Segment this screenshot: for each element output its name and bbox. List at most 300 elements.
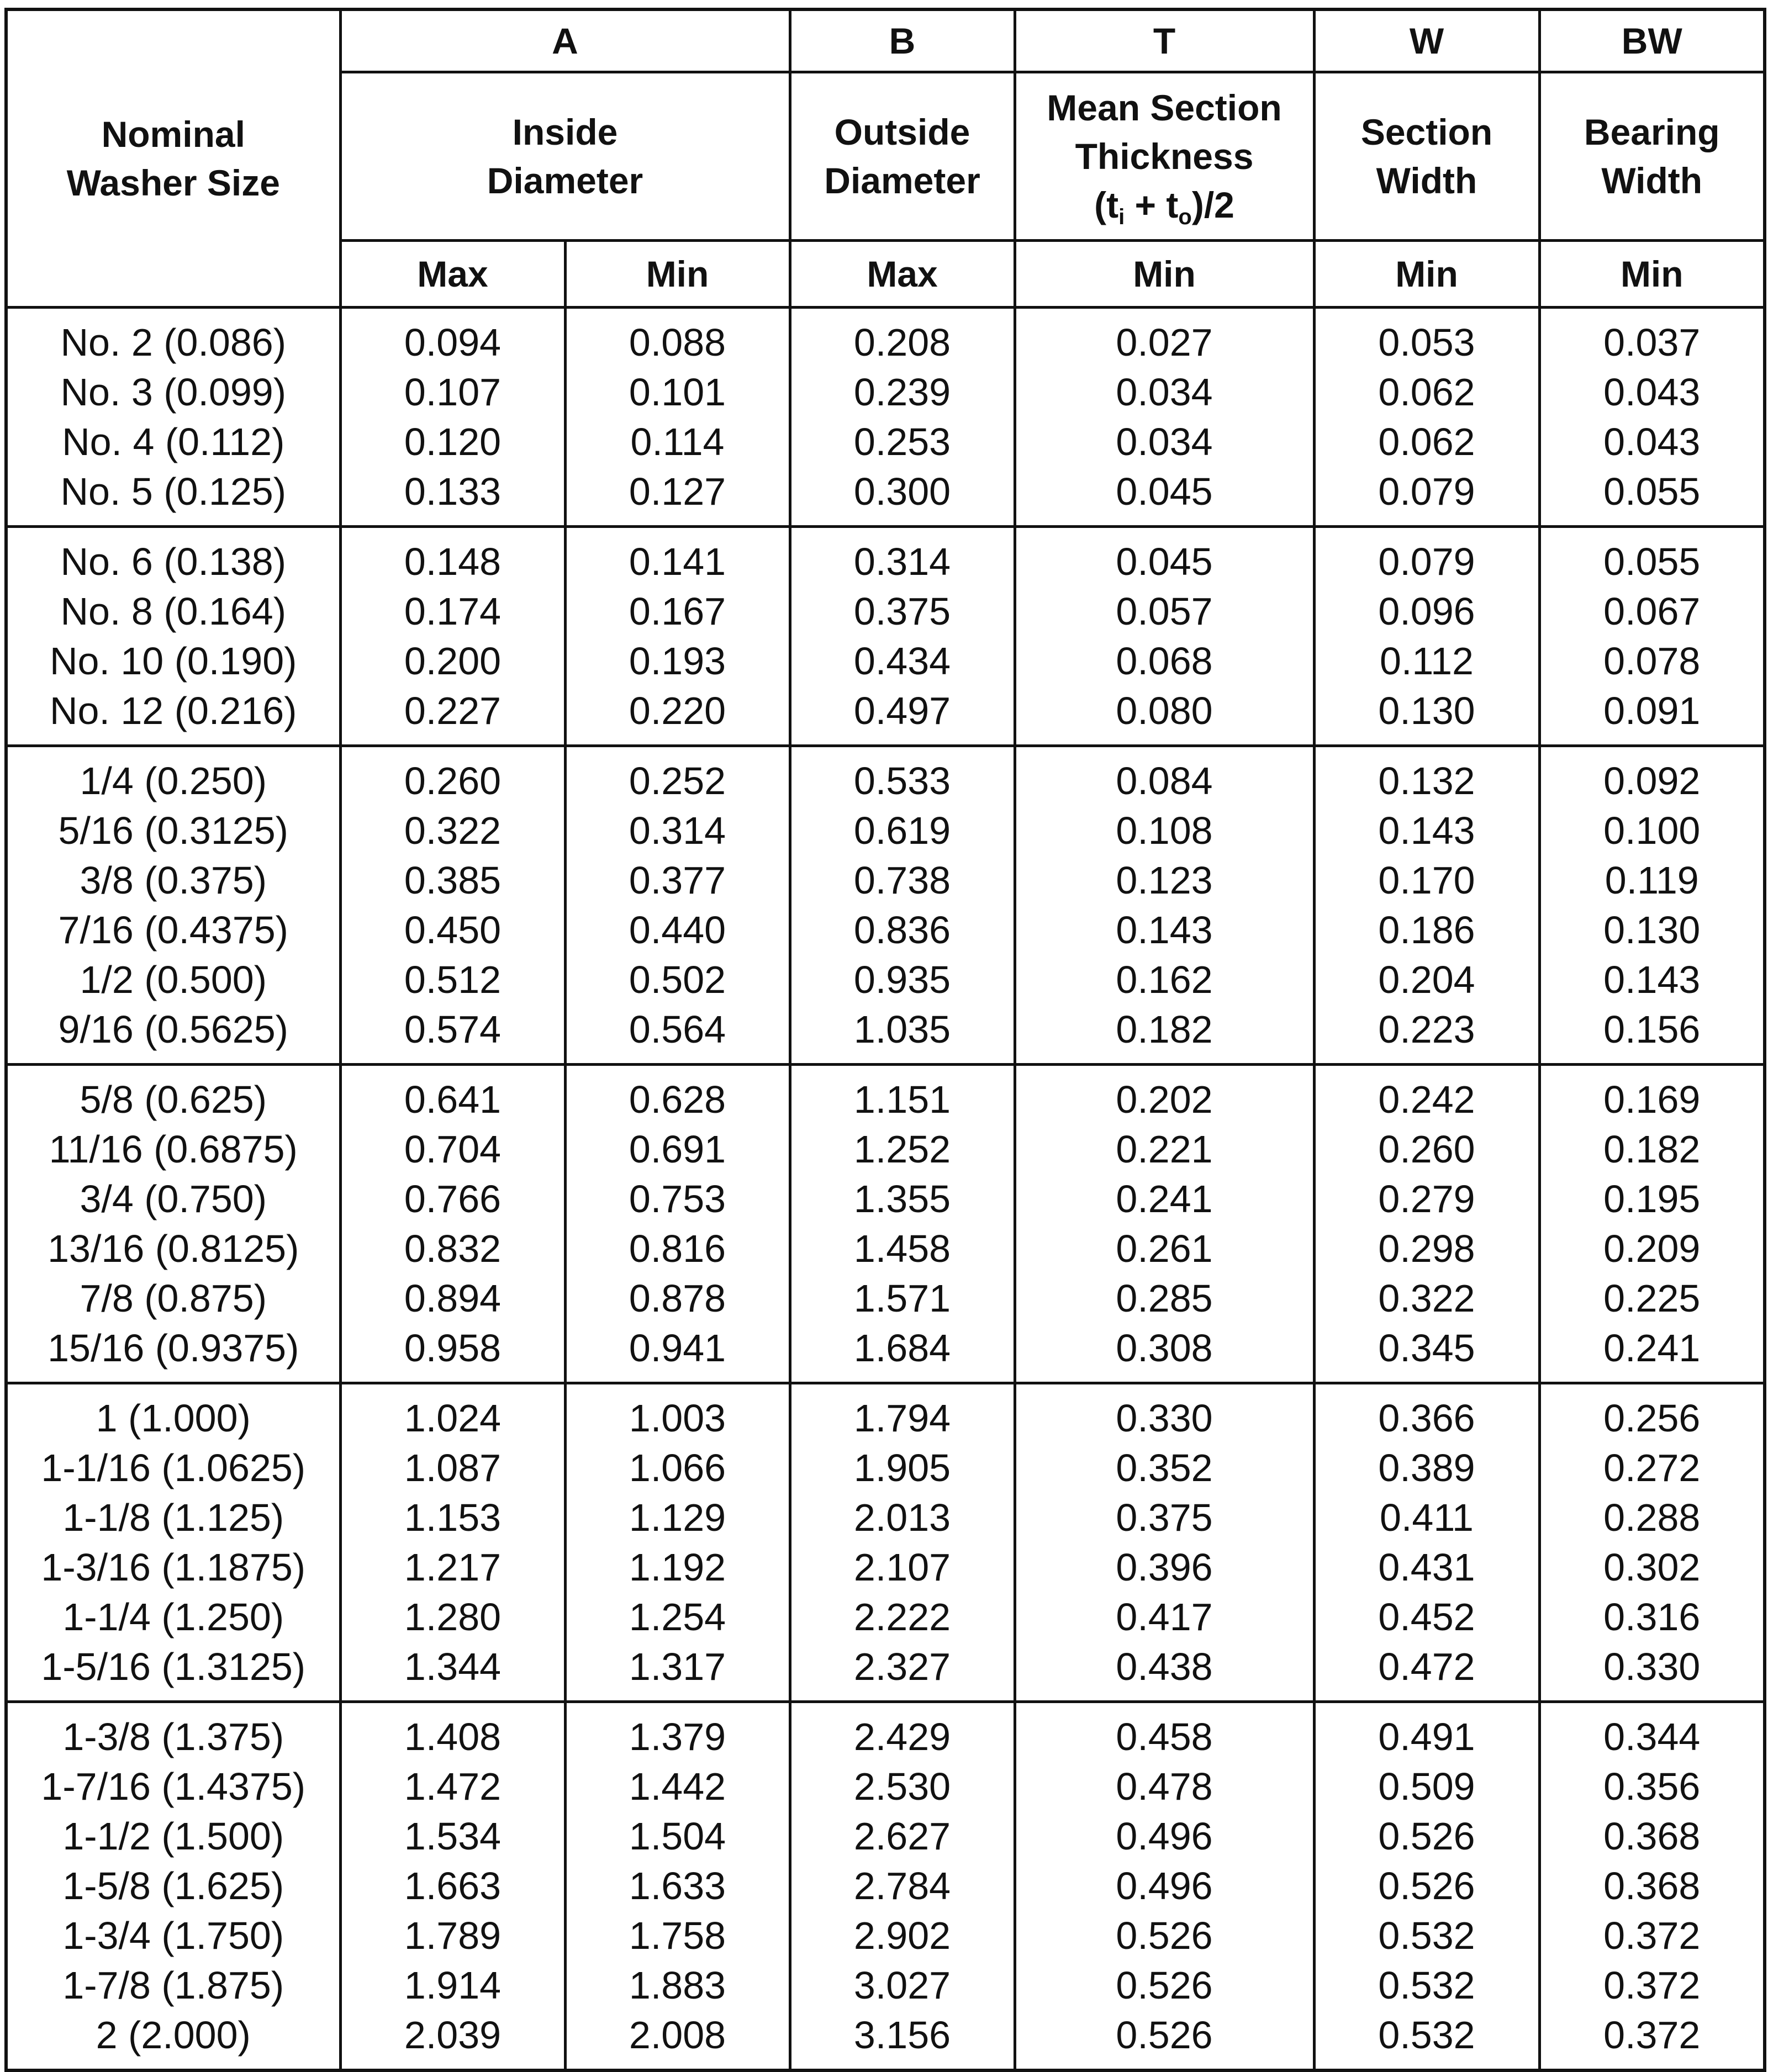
bearing-width-min-cell: 0.182 [1539, 1124, 1765, 1174]
nominal-size-cell: 1-1/4 (1.250) [6, 1592, 340, 1642]
outside-diameter-max-cell: 2.222 [790, 1592, 1015, 1642]
thickness-min-cell: 0.375 [1015, 1493, 1314, 1542]
inside-diameter-min-cell: 1.254 [565, 1592, 790, 1642]
thickness-min-cell: 0.285 [1015, 1273, 1314, 1323]
table-row [6, 806, 1765, 855]
bearing-width-min-cell: 0.344 [1539, 1702, 1765, 1762]
thickness-min-header: Min [1015, 241, 1314, 308]
nominal-size-cell: No. 8 (0.164) [6, 586, 340, 636]
section-width-min-cell: 0.472 [1314, 1642, 1539, 1702]
inside-diameter-max-cell: 1.789 [340, 1911, 565, 1960]
nominal-size-cell: 1/4 (0.250) [6, 746, 340, 806]
outside-diameter-line-2: Diameter [824, 160, 980, 201]
section-width-min-cell: 0.079 [1314, 527, 1539, 587]
section-width-min-cell: 0.132 [1314, 746, 1539, 806]
col-letter-w: W [1314, 9, 1539, 72]
thickness-min-cell: 0.261 [1015, 1224, 1314, 1273]
table-row [6, 1811, 1765, 1861]
col-letter-b: B [790, 9, 1015, 72]
inside-diameter-max-cell: 2.039 [340, 2010, 565, 2070]
bearing-width-min-cell: 0.356 [1539, 1762, 1765, 1811]
table-row [6, 1224, 1765, 1273]
nominal-size-cell: 3/8 (0.375) [6, 855, 340, 905]
bearing-width-min-cell: 0.100 [1539, 806, 1765, 855]
thickness-min-cell: 0.458 [1015, 1702, 1314, 1762]
thickness-min-cell: 0.438 [1015, 1642, 1314, 1702]
section-width-min-cell: 0.079 [1314, 467, 1539, 527]
table-row [6, 417, 1765, 467]
nominal-size-cell: 1-5/8 (1.625) [6, 1861, 340, 1911]
bearing-width-line-2: Width [1601, 160, 1703, 201]
header-row-letters [6, 9, 1765, 72]
section-width-line-2: Width [1376, 160, 1477, 201]
inside-diameter-min-cell: 1.883 [565, 1960, 790, 2010]
thickness-min-cell: 0.034 [1015, 417, 1314, 467]
thickness-min-cell: 0.308 [1015, 1323, 1314, 1383]
nominal-size-cell: 7/8 (0.875) [6, 1273, 340, 1323]
thickness-min-cell: 0.162 [1015, 955, 1314, 1005]
inside-diameter-min-cell: 0.088 [565, 308, 790, 368]
thickness-min-cell: 0.084 [1015, 746, 1314, 806]
inside-diameter-line-1: Inside [512, 112, 618, 152]
thickness-min-cell: 0.080 [1015, 686, 1314, 746]
outside-diameter-max-cell: 0.533 [790, 746, 1015, 806]
bearing-width-min-cell: 0.091 [1539, 686, 1765, 746]
washer-dimension-table [4, 8, 1766, 2072]
outside-diameter-max-cell: 1.794 [790, 1383, 1015, 1444]
col-letter-t: T [1015, 9, 1314, 72]
nominal-size-cell: No. 5 (0.125) [6, 467, 340, 527]
outside-diameter-max-cell: 0.935 [790, 955, 1015, 1005]
inside-diameter-max-cell: 0.133 [340, 467, 565, 527]
bearing-width-min-cell: 0.037 [1539, 308, 1765, 368]
thickness-min-cell: 0.496 [1015, 1811, 1314, 1861]
section-width-min-cell: 0.223 [1314, 1005, 1539, 1065]
bearing-width-min-cell: 0.368 [1539, 1811, 1765, 1861]
thickness-min-cell: 0.352 [1015, 1443, 1314, 1493]
inside-diameter-min-cell: 1.633 [565, 1861, 790, 1911]
section-width-min-cell: 0.298 [1314, 1224, 1539, 1273]
inside-diameter-min-cell: 1.442 [565, 1762, 790, 1811]
inside-diameter-max-cell: 1.344 [340, 1642, 565, 1702]
bearing-width-min-cell: 0.330 [1539, 1642, 1765, 1702]
inside-diameter-max-cell: 0.174 [340, 586, 565, 636]
inside-diameter-max-cell: 0.107 [340, 367, 565, 417]
thickness-min-cell: 0.027 [1015, 308, 1314, 368]
section-width-min-cell: 0.509 [1314, 1762, 1539, 1811]
table-row [6, 1960, 1765, 2010]
inside-diameter-min-cell: 0.628 [565, 1065, 790, 1125]
table-header [6, 9, 1765, 308]
outside-diameter-max-cell: 0.375 [790, 586, 1015, 636]
inside-diameter-min-cell: 1.192 [565, 1542, 790, 1592]
inside-diameter-max-cell: 0.766 [340, 1174, 565, 1224]
bearing-width-min-cell: 0.225 [1539, 1273, 1765, 1323]
outside-diameter-max-cell: 2.627 [790, 1811, 1015, 1861]
inside-diameter-min-cell: 0.941 [565, 1323, 790, 1383]
row-group [6, 527, 1765, 746]
inside-diameter-min-cell: 0.753 [565, 1174, 790, 1224]
inside-diameter-max-cell: 0.260 [340, 746, 565, 806]
bearing-width-min-cell: 0.209 [1539, 1224, 1765, 1273]
inside-diameter-max-cell: 0.958 [340, 1323, 565, 1383]
inside-diameter-min-cell: 0.314 [565, 806, 790, 855]
bearing-width-min-cell: 0.195 [1539, 1174, 1765, 1224]
bearing-width-min-cell: 0.092 [1539, 746, 1765, 806]
section-width-min-cell: 0.366 [1314, 1383, 1539, 1444]
inside-diameter-max-cell: 0.450 [340, 905, 565, 955]
inside-diameter-max-cell: 1.087 [340, 1443, 565, 1493]
nominal-size-cell: No. 6 (0.138) [6, 527, 340, 587]
table-row [6, 308, 1765, 368]
row-group [6, 308, 1765, 527]
inside-diameter-max-cell: 0.512 [340, 955, 565, 1005]
row-group [6, 1065, 1765, 1383]
section-width-min-cell: 0.112 [1314, 636, 1539, 686]
inside-diameter-min-cell: 1.003 [565, 1383, 790, 1444]
outside-diameter-max-cell: 3.027 [790, 1960, 1015, 2010]
bearing-width-min-cell: 0.043 [1539, 417, 1765, 467]
thickness-min-cell: 0.496 [1015, 1861, 1314, 1911]
inside-diameter-min-cell: 1.379 [565, 1702, 790, 1762]
outside-diameter-max-cell: 0.836 [790, 905, 1015, 955]
inside-diameter-min-cell: 0.816 [565, 1224, 790, 1273]
section-width-min-cell: 0.062 [1314, 367, 1539, 417]
outside-diameter-max-cell: 1.458 [790, 1224, 1015, 1273]
table-row [6, 905, 1765, 955]
thickness-min-cell: 0.396 [1015, 1542, 1314, 1592]
table-row [6, 955, 1765, 1005]
bearing-width-min-cell: 0.055 [1539, 467, 1765, 527]
outside-diameter-max-cell: 1.151 [790, 1065, 1015, 1125]
table-row [6, 1273, 1765, 1323]
nominal-size-cell: 11/16 (0.6875) [6, 1124, 340, 1174]
nominal-size-cell: 9/16 (0.5625) [6, 1005, 340, 1065]
inside-diameter-min-cell: 2.008 [565, 2010, 790, 2070]
inside-diameter-min-cell: 0.691 [565, 1124, 790, 1174]
thickness-min-cell: 0.143 [1015, 905, 1314, 955]
outside-diameter-max-cell: 2.013 [790, 1493, 1015, 1542]
table-row [6, 1174, 1765, 1224]
outside-diameter-max-cell: 1.355 [790, 1174, 1015, 1224]
thickness-min-cell: 0.526 [1015, 1960, 1314, 2010]
inside-diameter-min-header: Min [565, 241, 790, 308]
nominal-size-cell: No. 3 (0.099) [6, 367, 340, 417]
mean-section-line-2: Thickness [1075, 136, 1254, 177]
bearing-width-min-cell: 0.372 [1539, 1960, 1765, 2010]
section-width-min-cell: 0.130 [1314, 686, 1539, 746]
section-width-min-cell: 0.279 [1314, 1174, 1539, 1224]
section-width-min-header: Min [1314, 241, 1539, 308]
table-row [6, 686, 1765, 746]
bearing-width-min-cell: 0.119 [1539, 855, 1765, 905]
section-width-min-cell: 0.170 [1314, 855, 1539, 905]
bearing-width-min-cell: 0.241 [1539, 1323, 1765, 1383]
formula-sub-o: o [1178, 205, 1192, 229]
table-row [6, 1861, 1765, 1911]
mean-section-thickness-header [1015, 72, 1314, 241]
outside-diameter-max-cell: 1.252 [790, 1124, 1015, 1174]
inside-diameter-max-cell: 1.472 [340, 1762, 565, 1811]
table-row [6, 1493, 1765, 1542]
inside-diameter-max-cell: 0.148 [340, 527, 565, 587]
inside-diameter-min-cell: 1.066 [565, 1443, 790, 1493]
bearing-width-min-cell: 0.169 [1539, 1065, 1765, 1125]
inside-diameter-header [340, 72, 790, 241]
mean-section-line-1: Mean Section [1047, 87, 1282, 128]
thickness-min-cell: 0.526 [1015, 1911, 1314, 1960]
table-row [6, 2010, 1765, 2070]
bearing-width-min-header: Min [1539, 241, 1765, 308]
section-width-min-cell: 0.526 [1314, 1811, 1539, 1861]
inside-diameter-max-cell: 0.641 [340, 1065, 565, 1125]
inside-diameter-min-cell: 1.317 [565, 1642, 790, 1702]
inside-diameter-min-cell: 1.504 [565, 1811, 790, 1861]
thickness-min-cell: 0.330 [1015, 1383, 1314, 1444]
nominal-size-cell: 1 (1.000) [6, 1383, 340, 1444]
inside-diameter-min-cell: 0.377 [565, 855, 790, 905]
section-width-min-cell: 0.532 [1314, 1911, 1539, 1960]
thickness-min-cell: 0.045 [1015, 527, 1314, 587]
outside-diameter-max-cell: 1.571 [790, 1273, 1015, 1323]
inside-diameter-max-cell: 1.217 [340, 1542, 565, 1592]
thickness-min-cell: 0.478 [1015, 1762, 1314, 1811]
inside-diameter-min-cell: 1.129 [565, 1493, 790, 1542]
inside-diameter-min-cell: 0.167 [565, 586, 790, 636]
section-width-min-cell: 0.096 [1314, 586, 1539, 636]
thickness-min-cell: 0.182 [1015, 1005, 1314, 1065]
outside-diameter-max-header: Max [790, 241, 1015, 308]
bearing-width-header [1539, 72, 1765, 241]
inside-diameter-line-2: Diameter [487, 160, 643, 201]
bearing-width-line-1: Bearing [1584, 112, 1720, 152]
nominal-size-cell: 1-5/16 (1.3125) [6, 1642, 340, 1702]
nominal-size-cell: No. 4 (0.112) [6, 417, 340, 467]
inside-diameter-max-cell: 0.704 [340, 1124, 565, 1174]
thickness-min-cell: 0.221 [1015, 1124, 1314, 1174]
mean-thickness-formula [1094, 184, 1234, 229]
table-row [6, 367, 1765, 417]
thickness-min-cell: 0.202 [1015, 1065, 1314, 1125]
table-row [6, 1642, 1765, 1702]
nominal-size-cell: 1-3/8 (1.375) [6, 1702, 340, 1762]
section-width-min-cell: 0.491 [1314, 1702, 1539, 1762]
inside-diameter-max-cell: 0.094 [340, 308, 565, 368]
inside-diameter-min-cell: 0.141 [565, 527, 790, 587]
section-width-line-1: Section [1360, 112, 1493, 152]
bearing-width-min-cell: 0.288 [1539, 1493, 1765, 1542]
bearing-width-min-cell: 0.368 [1539, 1861, 1765, 1911]
nominal-size-cell: 3/4 (0.750) [6, 1174, 340, 1224]
nominal-line-2: Washer Size [66, 162, 280, 203]
inside-diameter-max-cell: 1.280 [340, 1592, 565, 1642]
bearing-width-min-cell: 0.130 [1539, 905, 1765, 955]
inside-diameter-max-cell: 0.385 [340, 855, 565, 905]
inside-diameter-min-cell: 0.564 [565, 1005, 790, 1065]
formula-sub-i: i [1118, 205, 1125, 229]
inside-diameter-max-cell: 1.408 [340, 1702, 565, 1762]
thickness-min-cell: 0.034 [1015, 367, 1314, 417]
section-width-min-cell: 0.526 [1314, 1861, 1539, 1911]
table-row [6, 1065, 1765, 1125]
outside-diameter-max-cell: 2.429 [790, 1702, 1015, 1762]
section-width-min-cell: 0.452 [1314, 1592, 1539, 1642]
outside-diameter-header [790, 72, 1015, 241]
section-width-min-cell: 0.532 [1314, 1960, 1539, 2010]
thickness-min-cell: 0.068 [1015, 636, 1314, 686]
outside-diameter-max-cell: 0.619 [790, 806, 1015, 855]
inside-diameter-min-cell: 0.193 [565, 636, 790, 686]
thickness-min-cell: 0.526 [1015, 2010, 1314, 2070]
nominal-washer-size-header [6, 9, 340, 308]
nominal-size-cell: 1-7/16 (1.4375) [6, 1762, 340, 1811]
col-letter-a: A [340, 9, 790, 72]
row-group [6, 1702, 1765, 2071]
outside-diameter-max-cell: 1.684 [790, 1323, 1015, 1383]
nominal-size-cell: 7/16 (0.4375) [6, 905, 340, 955]
nominal-size-cell: No. 12 (0.216) [6, 686, 340, 746]
nominal-size-cell: 15/16 (0.9375) [6, 1323, 340, 1383]
col-letter-bw: BW [1539, 9, 1765, 72]
table-row [6, 1323, 1765, 1383]
inside-diameter-max-header: Max [340, 241, 565, 308]
table-row [6, 1592, 1765, 1642]
outside-diameter-max-cell: 0.314 [790, 527, 1015, 587]
formula-open: (t [1094, 184, 1119, 225]
thickness-min-cell: 0.045 [1015, 467, 1314, 527]
thickness-min-cell: 0.057 [1015, 586, 1314, 636]
bearing-width-min-cell: 0.372 [1539, 1911, 1765, 1960]
inside-diameter-max-cell: 0.574 [340, 1005, 565, 1065]
inside-diameter-max-cell: 0.200 [340, 636, 565, 686]
inside-diameter-min-cell: 0.220 [565, 686, 790, 746]
outside-diameter-max-cell: 0.434 [790, 636, 1015, 686]
table-row [6, 1124, 1765, 1174]
bearing-width-min-cell: 0.067 [1539, 586, 1765, 636]
outside-diameter-max-cell: 0.497 [790, 686, 1015, 746]
inside-diameter-max-cell: 1.663 [340, 1861, 565, 1911]
table-row [6, 746, 1765, 806]
section-width-min-cell: 0.411 [1314, 1493, 1539, 1542]
row-group [6, 746, 1765, 1065]
outside-diameter-max-cell: 0.253 [790, 417, 1015, 467]
outside-diameter-max-cell: 2.107 [790, 1542, 1015, 1592]
table-row [6, 1762, 1765, 1811]
section-width-min-cell: 0.242 [1314, 1065, 1539, 1125]
inside-diameter-max-cell: 0.894 [340, 1273, 565, 1323]
nominal-size-cell: 1-3/4 (1.750) [6, 1911, 340, 1960]
inside-diameter-max-cell: 0.120 [340, 417, 565, 467]
section-width-min-cell: 0.053 [1314, 308, 1539, 368]
section-width-min-cell: 0.431 [1314, 1542, 1539, 1592]
inside-diameter-max-cell: 0.322 [340, 806, 565, 855]
section-width-min-cell: 0.260 [1314, 1124, 1539, 1174]
bearing-width-min-cell: 0.372 [1539, 2010, 1765, 2070]
outside-diameter-max-cell: 1.035 [790, 1005, 1015, 1065]
formula-plus: + t [1125, 184, 1179, 225]
thickness-min-cell: 0.417 [1015, 1592, 1314, 1642]
thickness-min-cell: 0.241 [1015, 1174, 1314, 1224]
inside-diameter-min-cell: 0.252 [565, 746, 790, 806]
table-row [6, 1702, 1765, 1762]
section-width-min-cell: 0.143 [1314, 806, 1539, 855]
bearing-width-min-cell: 0.143 [1539, 955, 1765, 1005]
outside-diameter-max-cell: 2.327 [790, 1642, 1015, 1702]
inside-diameter-min-cell: 0.114 [565, 417, 790, 467]
inside-diameter-max-cell: 0.832 [340, 1224, 565, 1273]
outside-diameter-max-cell: 3.156 [790, 2010, 1015, 2070]
thickness-min-cell: 0.123 [1015, 855, 1314, 905]
table-row [6, 1911, 1765, 1960]
inside-diameter-min-cell: 0.878 [565, 1273, 790, 1323]
nominal-size-cell: 1/2 (0.500) [6, 955, 340, 1005]
outside-diameter-max-cell: 0.208 [790, 308, 1015, 368]
inside-diameter-max-cell: 1.914 [340, 1960, 565, 2010]
table-row [6, 1443, 1765, 1493]
nominal-size-cell: 1-1/8 (1.125) [6, 1493, 340, 1542]
table-row [6, 1542, 1765, 1592]
table-row [6, 1005, 1765, 1065]
inside-diameter-max-cell: 0.227 [340, 686, 565, 746]
nominal-size-cell: 2 (2.000) [6, 2010, 340, 2070]
nominal-size-cell: 1-1/16 (1.0625) [6, 1443, 340, 1493]
nominal-size-cell: 5/8 (0.625) [6, 1065, 340, 1125]
inside-diameter-min-cell: 1.758 [565, 1911, 790, 1960]
section-width-min-cell: 0.532 [1314, 2010, 1539, 2070]
nominal-size-cell: No. 2 (0.086) [6, 308, 340, 368]
bearing-width-min-cell: 0.156 [1539, 1005, 1765, 1065]
outside-diameter-max-cell: 2.784 [790, 1861, 1015, 1911]
table-row [6, 855, 1765, 905]
outside-diameter-max-cell: 0.738 [790, 855, 1015, 905]
nominal-size-cell: No. 10 (0.190) [6, 636, 340, 686]
table-row [6, 467, 1765, 527]
outside-diameter-max-cell: 0.300 [790, 467, 1015, 527]
bearing-width-min-cell: 0.043 [1539, 367, 1765, 417]
table-row [6, 1383, 1765, 1444]
formula-close: )/2 [1191, 184, 1234, 225]
inside-diameter-min-cell: 0.502 [565, 955, 790, 1005]
section-width-min-cell: 0.186 [1314, 905, 1539, 955]
nominal-size-cell: 1-7/8 (1.875) [6, 1960, 340, 2010]
section-width-min-cell: 0.204 [1314, 955, 1539, 1005]
outside-diameter-max-cell: 1.905 [790, 1443, 1015, 1493]
inside-diameter-min-cell: 0.101 [565, 367, 790, 417]
table-row [6, 586, 1765, 636]
nominal-line-1: Nominal [101, 114, 245, 155]
bearing-width-min-cell: 0.055 [1539, 527, 1765, 587]
outside-diameter-max-cell: 2.530 [790, 1762, 1015, 1811]
nominal-size-cell: 13/16 (0.8125) [6, 1224, 340, 1273]
outside-diameter-max-cell: 0.239 [790, 367, 1015, 417]
row-group [6, 1383, 1765, 1702]
outside-diameter-line-1: Outside [834, 112, 970, 152]
section-width-min-cell: 0.345 [1314, 1323, 1539, 1383]
thickness-min-cell: 0.108 [1015, 806, 1314, 855]
inside-diameter-min-cell: 0.440 [565, 905, 790, 955]
bearing-width-min-cell: 0.272 [1539, 1443, 1765, 1493]
outside-diameter-max-cell: 2.902 [790, 1911, 1015, 1960]
inside-diameter-max-cell: 1.024 [340, 1383, 565, 1444]
nominal-size-cell: 1-3/16 (1.1875) [6, 1542, 340, 1592]
inside-diameter-max-cell: 1.534 [340, 1811, 565, 1861]
bearing-width-min-cell: 0.078 [1539, 636, 1765, 686]
nominal-size-cell: 5/16 (0.3125) [6, 806, 340, 855]
table-row [6, 636, 1765, 686]
nominal-size-cell: 1-1/2 (1.500) [6, 1811, 340, 1861]
section-width-min-cell: 0.322 [1314, 1273, 1539, 1323]
section-width-min-cell: 0.389 [1314, 1443, 1539, 1493]
